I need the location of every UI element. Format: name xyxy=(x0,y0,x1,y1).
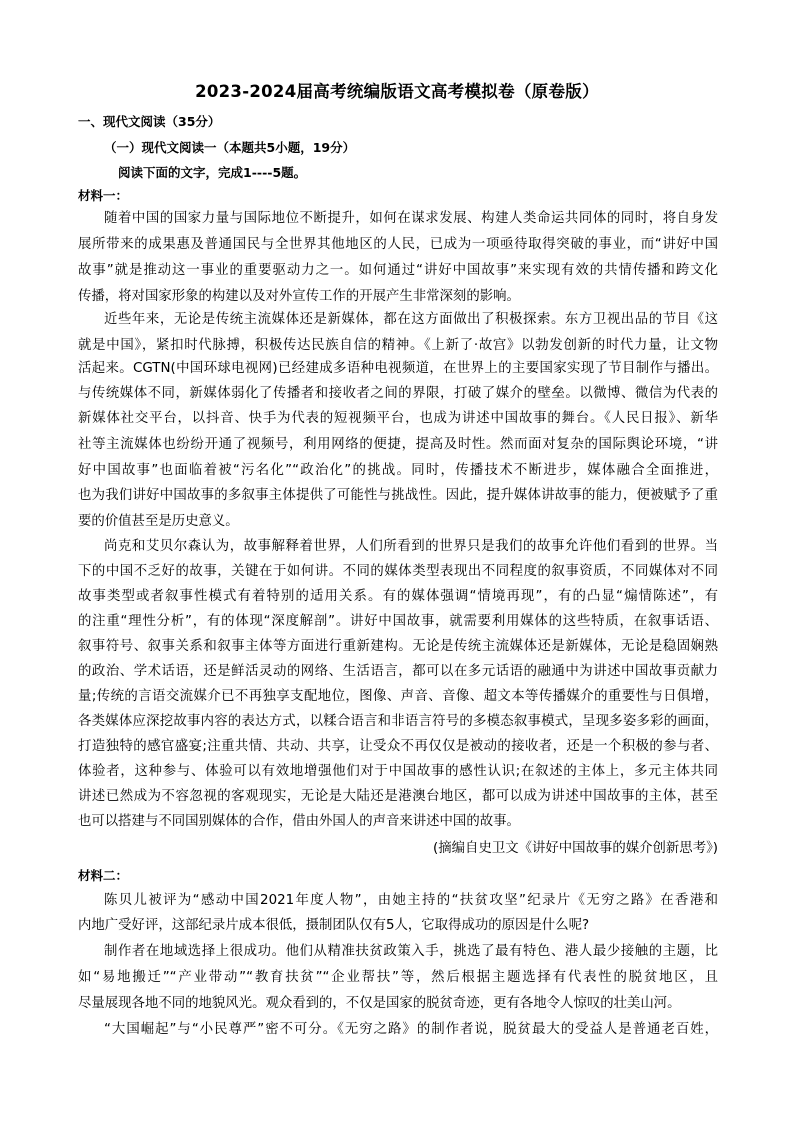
paragraph-line: 内地广受好评，这部纪录片成本很低，摄制团队仅有5人，它取得成功的原因是什么呢? xyxy=(78,918,590,933)
paragraph-line: 如“易地搬迁”“产业带动”“教育扶贫”“企业帮扶”等，然后根据主题选择有代表性的脱贫地区，且 xyxy=(78,970,718,985)
paragraph-line: 新媒体社交平台，以抖音、快手为代表的短视频平台，也成为讲述中国故事的舞台。《人民日报》、新华 xyxy=(78,411,718,426)
section-heading: 一、现代文阅读（35分） xyxy=(78,114,221,129)
paragraph-line: 故事”就是推动这一事业的重要驱动力之一。如何通过“讲好中国故事”来实现有效的共情传播和跨文化 xyxy=(78,263,718,278)
paragraph-line: 近些年来，无论是传统主流媒体还是新媒体，都在这方面做出了积极探索。东方卫视出品的节目《这 xyxy=(104,312,718,327)
reading-instruction: 阅读下面的文字，完成1----5题。 xyxy=(118,165,307,180)
paragraph-line: 各类媒体应深挖故事内容的表达方式，以糅合语言和非语言符号的多模态叙事模式，呈现多姿多彩的画面， xyxy=(78,714,718,729)
paragraph-line: 量;传统的言语交流媒介已不再独享支配地位，图像、声音、音像、超文本等传播媒介的重要性与日俱增， xyxy=(78,689,718,704)
paragraph-line: 展所带来的成果惠及普通国民与全世界其他地区的人民，已成为一项亟待取得突破的事业，而“讲好中国 xyxy=(78,237,718,252)
paragraph-line: 活起来。CGTN(中国环球电视网)已经建成多语种电视频道，在世界上的主要国家实现了节目制作与播出。 xyxy=(78,361,718,376)
paragraph-line: 社等主流媒体也纷纷开通了视频号，利用网络的便捷，提高及时性。然而面对复杂的国际舆论环境，“讲 xyxy=(78,437,718,452)
paragraph-line: 下的中国不乏好的故事，关键在于如何讲。不同的媒体类型表现出不同程度的叙事资质，不同媒体对不同 xyxy=(78,564,718,579)
paragraph-line: 就是中国》，紧扣时代脉搏，积极传达民族自信的精神。《上新了·故宫》以勃发创新的时代力量，让文物 xyxy=(78,338,718,353)
paragraph-line: 随着中国的国家力量与国际地位不断提升，如何在谋求发展、构建人类命运共同体的同时，将自身发 xyxy=(104,211,718,226)
material-1-label: 材料一： xyxy=(78,188,129,203)
subsection-heading: （一）现代文阅读一（本题共5小题，19分） xyxy=(104,140,356,155)
source-citation: (摘编自史卫文《讲好中国故事的媒介创新思考》) xyxy=(433,841,718,856)
paragraph-line: 也可以搭建与不同国别媒体的合作，借由外国人的声音来讲述中国的故事。 xyxy=(78,814,520,829)
paragraph-line: 体验者，这种参与、体验可以有效地增强他们对于中国故事的感性认识;在叙述的主体上，多元主体共同 xyxy=(78,764,718,779)
paragraph-line: 的政治、学术话语，还是鲜活灵动的网络、生活语言，都可以在多元话语的融通中为讲述中国故事贡献力 xyxy=(78,664,718,679)
paragraph-line: “大国崛起”与“小民尊严”密不可分。《无穷之路》的制作者说，脱贫最大的受益人是普通老百姓， xyxy=(104,1022,718,1037)
paragraph-line: 也为我们讲好中国故事的多叙事主体提供了可能性与挑战性。因此，提升媒体讲故事的能力，便被赋予了重 xyxy=(78,488,718,503)
paragraph-line: 讲述已然成为不容忽视的客观现实，无论是大陆还是港澳台地区，都可以成为讲述中国故事的主体，甚至 xyxy=(78,789,718,804)
paragraph-line: 与传统媒体不同，新媒体弱化了传播者和接收者之间的界限，打破了媒介的壁垒。以微博、微信为代表的 xyxy=(78,386,718,401)
paragraph-line: 故事类型或者叙事性模式有着特别的适用关系。有的媒体强调“情境再现”，有的凸显“煽情陈述”，有 xyxy=(78,589,718,604)
material-2-label: 材料二： xyxy=(78,868,129,883)
paragraph-line: 的注重“理性分析”，有的体现“深度解剖”。讲好中国故事，就需要利用媒体的这些特质，在叙事话语、 xyxy=(78,614,718,629)
paragraph-line: 陈贝儿被评为“感动中国2021年度人物”，由她主持的“扶贫攻坚”纪录片《无穷之路》在香港和 xyxy=(104,893,718,908)
paragraph-line: 要的价值甚至是历史意义。 xyxy=(78,514,239,529)
page-title: 2023-2024届高考统编版语文高考模拟卷（原卷版） xyxy=(195,82,599,101)
paragraph-line: 打造独特的感官盛宴;注重共情、共动、共享，让受众不再仅仅是被动的接收者，还是一个积极的参与者、 xyxy=(78,739,718,754)
paragraph-line: 叙事符号、叙事关系和叙事主体等方面进行重新建构。无论是传统主流媒体还是新媒体，无论是稳固娴熟 xyxy=(78,639,718,654)
paragraph-line: 传播，将对国家形象的构建以及对外宣传工作的开展产生非常深刻的影响。 xyxy=(78,289,520,304)
paragraph-line: 制作者在地域选择上很成功。他们从精准扶贫政策入手，挑选了最有特色、港人最少接触的主题，比 xyxy=(104,944,718,959)
paragraph-line: 尚克和艾贝尔森认为，故事解释着世界，人们所看到的世界只是我们的故事允许他们看到的世界。当 xyxy=(104,539,718,554)
paragraph-line: 好中国故事”也面临着被“污名化”“政治化”的挑战。同时，传播技术不断进步，媒体融合全面推进， xyxy=(78,463,718,478)
paragraph-line: 尽量展现各地不同的地貌风光。观众看到的，不仅是国家的脱贫奇迹，更有各地令人惊叹的壮美山河。 xyxy=(78,996,681,1011)
